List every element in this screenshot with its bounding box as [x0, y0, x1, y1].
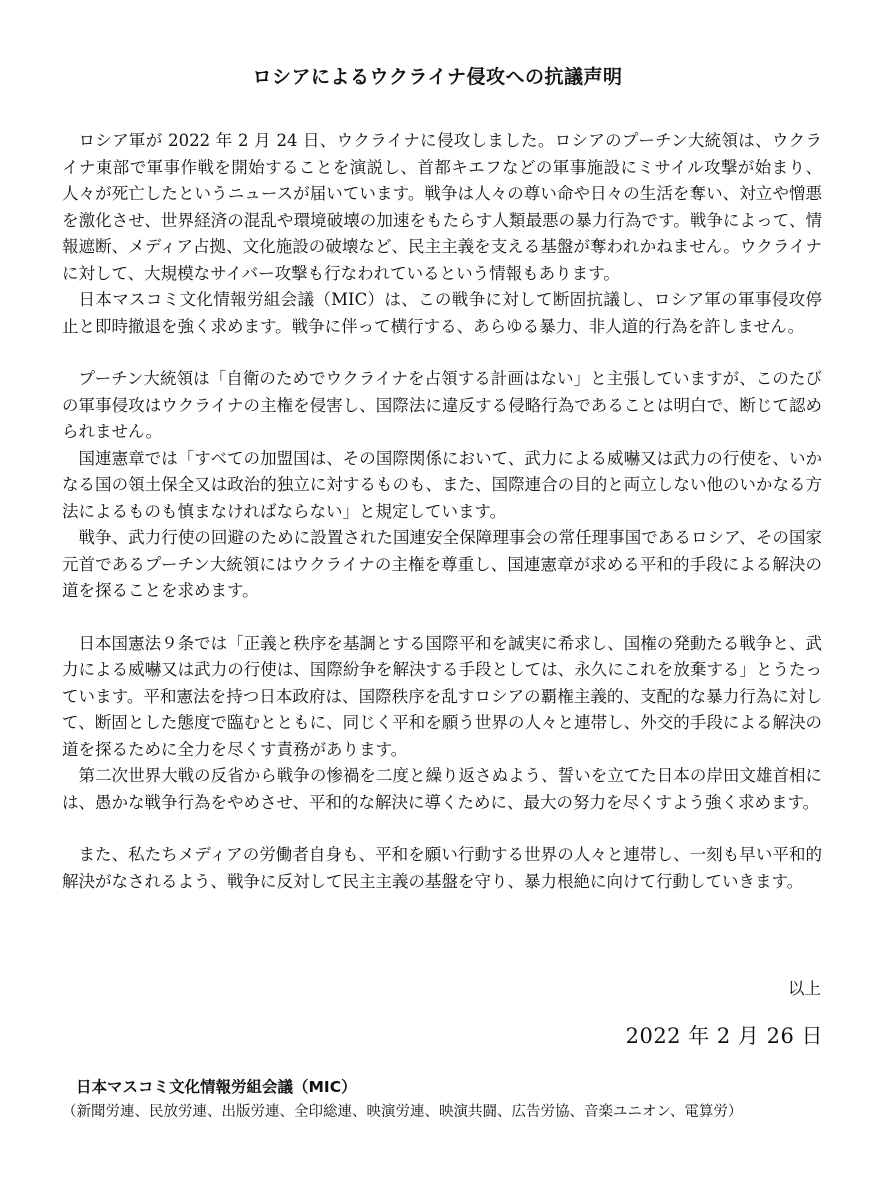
paragraph-constitution: 日本国憲法９条では「正義と秩序を基調とする国際平和を誠実に希求し、国権の発動たる戦争と、武力による威嚇又は武力の行使は、国際紛争を解決する手段としては、永久にこれを放棄する」とうたっています。平和憲法を持つ日本政府は、国際秩序を乱すロシアの覇権主義的、支配的な暴力行為に対して、断固とした態度で臨むとともに、同じく平和を願う世界の人々と連帯し、外交的手段による解決の道を探るために全力を尽くす責務があります。	[62, 633, 822, 759]
paragraph-media-workers: また、私たちメディアの労働者自身も、平和を願い行動する世界の人々と連帯し、一刻も早い平和的解決がなされるよう、戦争に反対して民主主義の基盤を守り、暴力根絶に向けて行動していきます。	[62, 845, 822, 891]
paragraph-un-charter: 国連憲章では「すべての加盟国は、その国際関係において、武力による威嚇又は武力の行使を、いかなる国の領土保全又は政治的独立に対するものも、また、国際連合の目的と両立しない他のいかなる方法によるものも慎まなければならない」と規定しています。	[62, 448, 822, 521]
statement-body	[62, 128, 822, 895]
paragraph-putin-claim: プーチン大統領は「自衛のためでウクライナを占領する計画はない」と主張していますが、このたびの軍事侵攻はウクライナの主権を侵害し、国際法に違反する侵略行為であることは明白で、断じて認められません。	[62, 369, 822, 441]
paragraph-security-council: 戦争、武力行使の回避のために設置された国連安全保障理事会の常任理事国であるロシア、その国家元首であるプーチン大統領にはウクライナの主権を尊重し、国連憲章が求める平和的手段による解決の道を探ることを求めます。	[62, 528, 822, 600]
organization-members: （新聞労連、民放労連、出版労連、全印総連、映演労連、映演共闘、広告労協、音楽ユニオン、電算労）	[62, 1104, 743, 1120]
document-title: ロシアによるウクライナ侵攻への抗議声明	[252, 66, 623, 88]
paragraph-invasion: ロシア軍が 2022 年 2 月 24 日、ウクライナに侵攻しました。ロシアのプーチン大統領は、ウクライナ東部で軍事作戦を開始することを演説し、首都キエフなどの軍事施設にミサイル攻撃が始まり、人々が死亡したというニュースが届いています。戦争は人々の尊い命や日々の生活を奪い、対立や憎悪を激化させ、世界経済の混乱や環境破壊の加速をもたらす人類最悪の暴力行為です。戦争によって、情報遮断、メディア占拠、文化施設の破壊など、民主主義を支える基盤が奪われかねません。ウクライナに対して、大規模なサイバー攻撃も行なわれているという情報もあります。	[62, 131, 822, 283]
closing-mark: 以上	[788, 979, 821, 998]
paragraph-prime-minister: 第二次世界大戦の反省から戦争の惨禍を二度と繰り返さぬよう、誓いを立てた日本の岸田文雄首相には、愚かな戦争行為をやめさせ、平和的な解決に導くために、最大の努力を尽くすよう強く求めます。	[62, 766, 822, 812]
paragraph-protest: 日本マスコミ文化情報労組会議（MIC）は、この戦争に対して断固抗議し、ロシア軍の軍事侵攻停止と即時撤退を強く求めます。戦争に伴って横行する、あらゆる暴力、非人道的行為を許しません。	[62, 290, 822, 336]
organization-name: 日本マスコミ文化情報労組会議（MIC）	[76, 1078, 357, 1096]
statement-date: 2022 年 2 月 26 日	[625, 1024, 823, 1048]
